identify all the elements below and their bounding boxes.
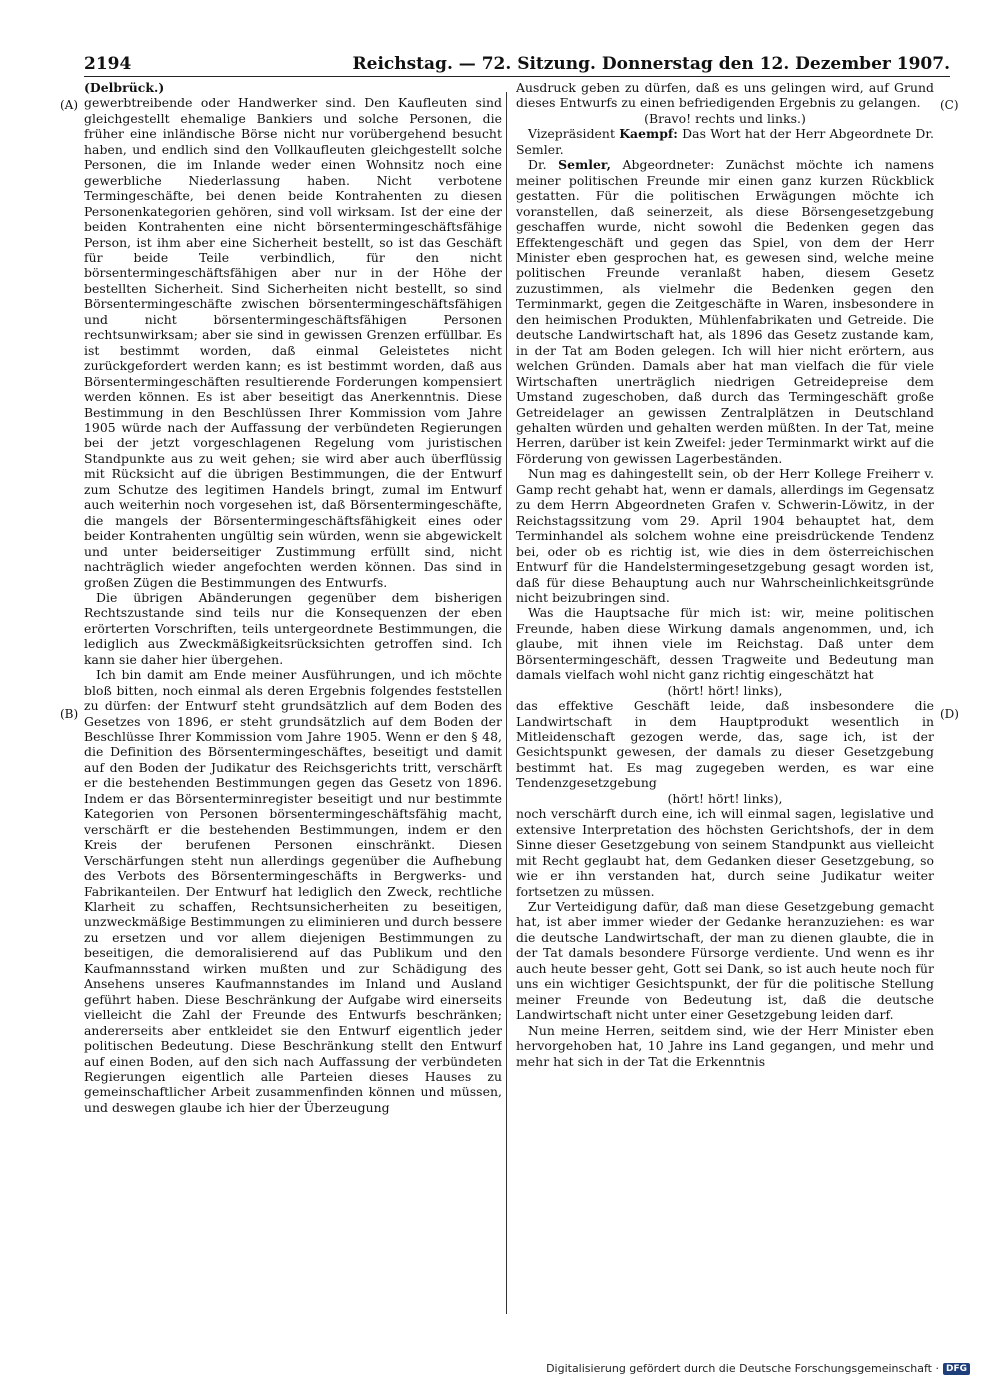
paragraph: gewerbtreibende oder Handwerker sind. Den Kaufleuten sind gleichgestellt ehemalige Bankiers und solche Personen, die früher eine inländische Börse nicht nur vorübergehend besucht haben, und endlich sind den Vollkaufleuten gleichgestellt solche Personen, die im Inlande weder einen Wohnsitz noch eine gewerbliche Niederlassung haben. Nicht verbotene Termingeschäfte, bei denen beide Kontrahenten zu diesen Personenkategorien gehören, sind voll wirksam. Ist der eine der beiden Kontrahenten eine nicht börsentermingeschäftsfähige Person, ist ihm aber eine Sicherheit bestellt, so ist das Geschäft für beide Teile verbindlich, für den nicht börsentermingeschäftsfähigen aber nur in der Höhe der bestellten Sicherheit. Sind Sicherheiten nicht bestellt, so sind Börsentermingeschäfte zwischen börsentermingeschäftsfähigen und nicht börsentermingeschäftsfähigen Personen rechtsunwirksam; aber sie sind in gewissen Grenzen erfüllbar. Es ist bestimmt worden, daß einmal Geleistetes nicht zurückgefordert werden kann; es ist bestimmt worden, daß aus Börsentermingeschäften resultierende Forderungen kompensiert werden können. Es ist aber beseitigt das Anerkenntnis. Diese Bestimmung in den Beschlüssen Ihrer Kommission vom Jahre 1905 würde nach der Auffassung der verbündeten Regierungen bei der jetzt vorgeschlagenen Regelung vom juristischen Standpunkte aus zu weit gehen; sie wird aber auch überflüssig mit Rücksicht auf die übrigen Bestimmungen, die der Entwurf zum Schutze des legitimen Handels bringt, zumal im Entwurf auch weiterhin noch vorgesehen ist, daß Börsentermingeschäfte, die mangels der Börsentermingeschäftsfähigkeit eines oder beider Kontrahenten ungültig sein würden, wenn sie abgewickelt und unter beiderseitiger Zustimmung erfüllt sind, nicht nachträglich wieder angefochten werden können. Das sind in großen Zügen die Bestimmungen des Entwurfs. — [84, 95, 502, 590]
semler-paragraph — [516, 157, 934, 466]
speaker-name: Semler, — [558, 157, 611, 173]
vice-president-title: Vizepräsident — [528, 126, 615, 142]
left-column — [84, 80, 502, 1320]
footer-text: Digitalisierung gefördert durch die Deutsche Forschungsgemeinschaft · — [546, 1362, 939, 1375]
page-number: 2194 — [84, 54, 132, 74]
page-header — [84, 54, 950, 76]
interjection: (hört! hört! links), — [667, 682, 783, 698]
paragraph: Nun mag es dahingestellt sein, ob der Herr Kollege Freiherr v. Gamp recht gehabt hat, wenn er damals, allerdings im Gegensatz zu dem Herrn Abgeordneten Grafen v. Schwerin-Löwitz, in der Reichstagssitzung vom 29. April 1904 behauptet hat, dem Terminhandel als solchem wohne eine preisdrückende Tendenz bei, oder ob es richtig ist, wie dies in dem österreichischen Entwurf für die Handelstermingesetzgebung gesagt worden ist, daß für diese Behauptung auch nur Wahrscheinlichkeitsgründe nicht beizubringen sind. — [516, 466, 934, 605]
speaker-title: Dr. — [528, 157, 547, 173]
paragraph: Zur Verteidigung dafür, daß man diese Gesetzgebung gemacht hat, ist aber immer wieder der Gedanke heranzuziehen: es war die deutsche Landwirtschaft, der man zu dienen glaubte, die in der Tat damals besondere Fürsorge verdiente. Und wenn es ihr auch heute besser geht, Gott sei Dank, so ist auch heute noch für uns ein wichtiger Gesichtspunkt, der für die politische Stellung meiner Freunde von Bedeutung ist, daß die deutsche Landwirtschaft nicht unter einer Gesetzgebung leiden darf. — [516, 899, 934, 1023]
applause-note: (Bravo! rechts und links.) — [644, 110, 806, 126]
paragraph: Was die Hauptsache für mich ist: wir, meine politischen Freunde, haben diese Wirkung damals angenommen, und, ich glaube, mit ihnen viele im Reichstag. Daß unter dem Börsentermingeschäft, dessen Tragweite und Bedeutung man damals vielfach wohl nicht ganz richtig eingeschätzt hat — [516, 605, 934, 683]
margin-mark-a: (A) — [60, 98, 79, 112]
margin-mark-d: (D) — [940, 707, 959, 721]
running-title: Reichstag. — 72. Sitzung. Donnerstag den 12. Dezember 1907. — [352, 54, 950, 74]
paragraph: Ich bin damit am Ende meiner Ausführungen, und ich möchte bloß bitten, noch einmal als deren Ergebnis folgendes feststellen zu dürfen: der Entwurf steht grundsätzlich auf dem Boden des Gesetzes von 1896, er steht grundsätzlich auf dem Boden der Beschlüsse Ihrer Kommission vom Jahre 1905. Wenn er den § 48, die Definition des Börsentermingeschäftes, beseitigt und damit auf den Boden der Judikatur des Reichsgerichts tritt, verschärft er die bestehenden Bestimmungen gegen das Gesetz von 1896. Indem er das Börsenterminregister beseitigt und nur bestimmte Kategorien von Personen börsentermingeschäftsfähig macht, verschärft er die bestehenden Bestimmungen, indem er den Kreis der berufenen Personen einschränkt. Diesen Verschärfungen steht nun allerdings gegenüber die Aufhebung des Verbots des Börsentermingeschäfts in Bergwerks- und Fabrikanteilen. Der Entwurf hat lediglich den Zweck, rechtliche Klarheit zu schaffen, Rechtsunsicherheiten zu beseitigen, unzweckmäßige Bestimmungen zu eliminieren und durch bessere zu ersetzen und vor allem diejenigen Bestimmungen zu beseitigen, die demoralisierend auf das Publikum und den Kaufmannsstand wirken mußten und zur Schädigung des Ansehens unseres Kaufmannstandes im Inland und Ausland geführt haben. Diese Beschränkung der Aufgabe wird einerseits vielleicht die Zahl der Freunde des Entwurfs beschränken; andererseits aber entkleidet sie den Entwurf eigentlich jeder politischen Bedeutung. Diese Beschränkung stellt den Entwurf auf einen Boden, auf den sich nach Auffassung der verbündeten Regierungen eigentlich alle Parteien dieses Hauses zu gemeinschaftlicher Arbeit zusammenfinden können und müssen, und deswegen glaube ich hier der Überzeugung — [84, 667, 502, 1115]
speaker-tag: (Delbrück.) — [84, 80, 165, 95]
paragraph: Nun meine Herren, seitdem sind, wie der Herr Minister eben hervorgehoben hat, 10 Jahre ins Land gegangen, und mehr und mehr hat sich in der Tat die Erkenntnis — [516, 1022, 934, 1069]
column-divider — [506, 92, 507, 1314]
header-rule — [84, 76, 950, 77]
paragraph: noch verschärft durch eine, ich will einmal sagen, legislative und extensive Interpretation des höchsten Gerichtshofs, der in dem Sinne dieser Gesetzgebung von seinem Standpunkt aus vielleicht mit Recht geglaubt hat, dem Gedanken dieser Gesetzgebung, so wie er ihn verstanden hat, durch seine Judikatur weiter fortsetzen zu müssen. — [516, 806, 934, 899]
dfg-logo: DFG — [943, 1363, 970, 1375]
margin-mark-b: (B) — [60, 707, 79, 721]
footer-credit — [546, 1362, 970, 1375]
interjection: (hört! hört! links), — [667, 790, 783, 806]
paragraph: das effektive Geschäft leide, daß insbesondere die Landwirtschaft in dem Hauptprodukt wesentlich in Mitleidenschaft gezogen werde, das, sage ich, ist der Gesichtspunkt gewesen, der damals zu dieser Gesetzgebung bestimmt hat. Es mag zugegeben werden, es war eine Tendenzgesetzgebung — [516, 698, 934, 791]
margin-mark-c: (C) — [940, 98, 959, 112]
right-column — [516, 80, 934, 1320]
paragraph: Die übrigen Abänderungen gegenüber dem bisherigen Rechtszustande sind teils nur die Konsequenzen der eben erörterten Vorschriften, teils untergeordnete Bestimmungen, die lediglich aus Zweckmäßigkeitsrücksichten getroffen sind. Ich kann sie daher hier übergehen. — [84, 589, 502, 667]
speaker-name: Kaempf: — [619, 126, 678, 142]
paragraph-text: Abgeordneter: Zunächst möchte ich namens meiner politischen Freunde mir einen ganz kurzen Rückblick gestatten. Für die politischen Erwägungen möchte ich voranstellen, daß seinerzeit, als diese Börsengesetzgebung geschaffen wurde, nicht sowohl die Bedenken gegen das Effektengeschäft und gegen das Spiel, von dem der Herr Minister eben gesprochen hat, es gewesen sind, welche meine politischen Freunde veranlaßt haben, diesem Gesetz zuzustimmen, als vielmehr die Bedenken gegen den Terminmarkt, gegen die Zeitgeschäfte in Waren, insbesondere in den heimischen Produkten, Mühlenfabrikaten und Getreide. Die deutsche Landwirtschaft hat, als 1896 das Gesetz zustande kam, in der Tat am Boden gelegen. Ich will hier nicht erörtern, aus welchen Gründen. Damals aber hat man vielfach die für viele Wirtschaften unerträglich niedrigen Getreidepreise dem Umstand zugeschoben, daß durch das Termingeschäft große Getreidelager an gewissen Zentralplätzen in Deutschland gehalten würden und gehalten werden müßten. In der Tat, meine Herren, darüber ist kein Zweifel: jeder Terminmarkt wirkt auf die Förderung von gewissen Lagerbeständen. — [516, 157, 934, 466]
vice-president-paragraph — [516, 126, 934, 157]
paragraph-text: Das Wort hat der Herr Abgeordnete Dr. Semler. — [516, 126, 934, 157]
paragraph: Ausdruck geben zu dürfen, daß es uns gelingen wird, auf Grund dieses Entwurfs zu einen befriedigenden Ergebnis zu gelangen. — [516, 80, 934, 111]
